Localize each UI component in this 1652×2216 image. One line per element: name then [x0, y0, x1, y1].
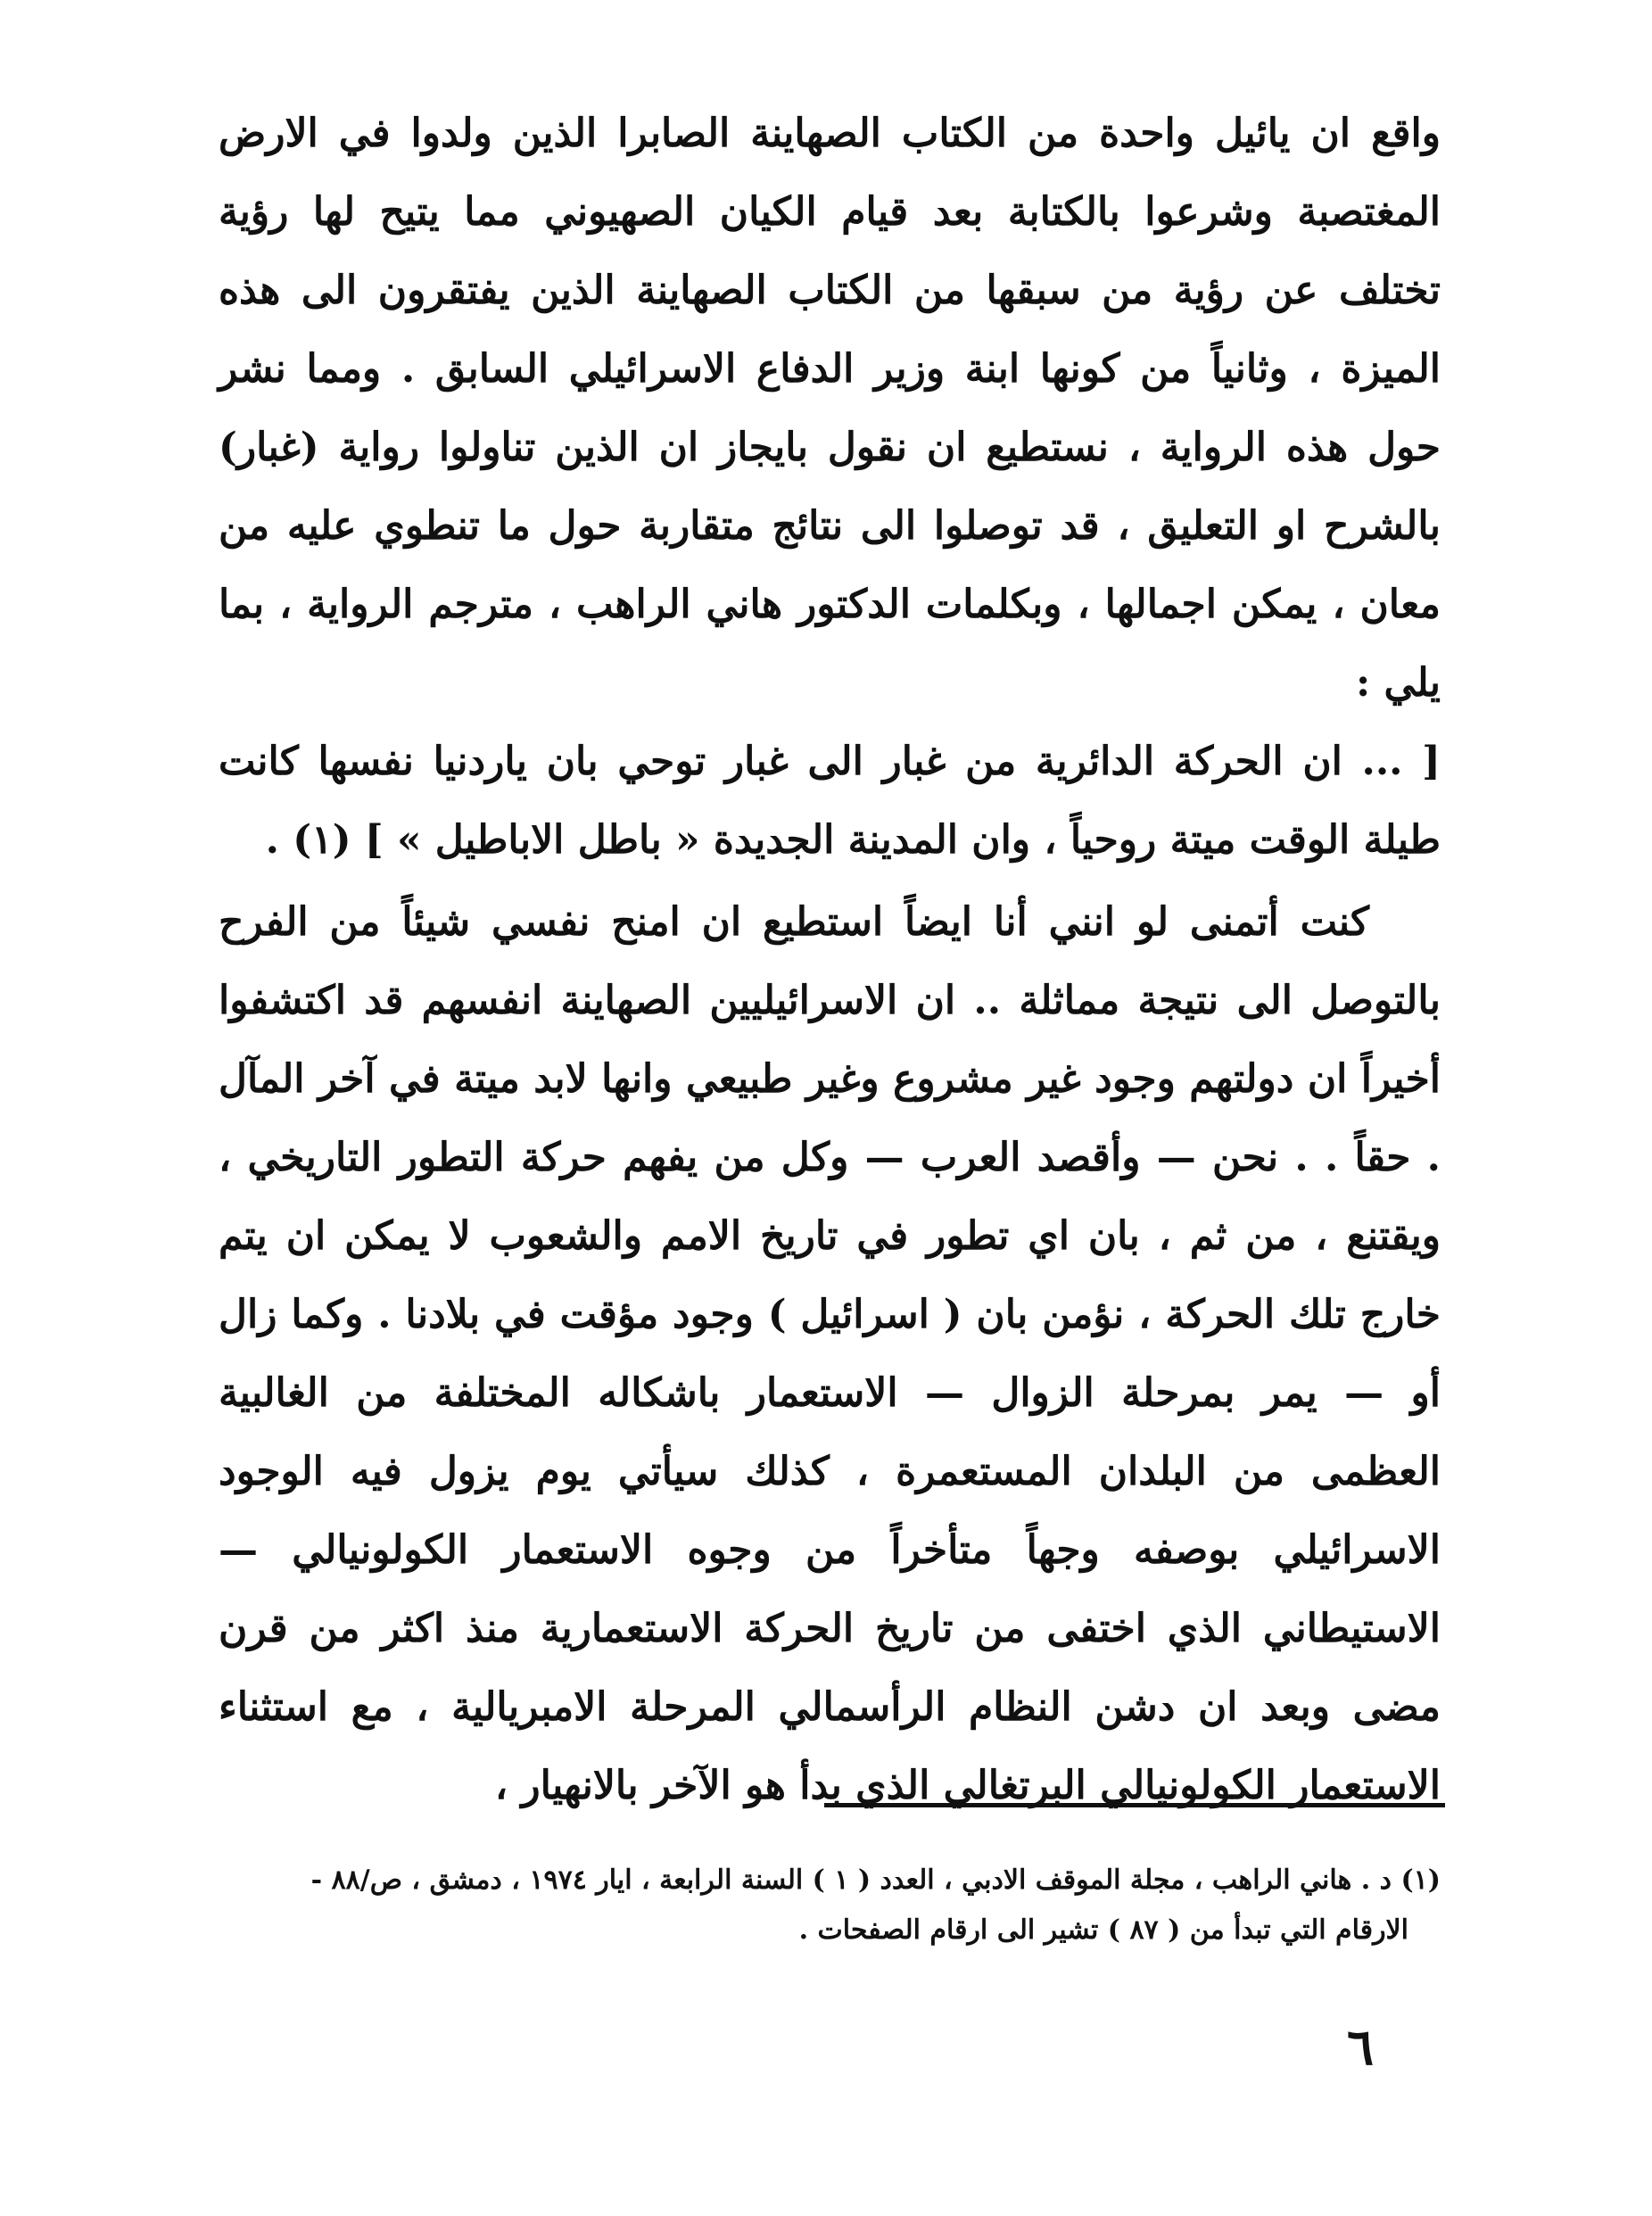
quotation: [ ... ان الحركة الدائرية من غبار الى غبار توحي بان ياردنيا نفسها كانت طيلة الوقت ميتة روحياً ، وان المدينة الجديدة « باطل الاباطيل » ] (١) . [219, 739, 1441, 863]
body-text-top [219, 95, 1441, 723]
footnote-divider [824, 1803, 1445, 1807]
footnote-line-2: الارقام التي تبدأ من ( ٨٧ ) تشير الى ارقام الصفحات . [798, 1914, 1408, 1946]
quotation-block [219, 723, 1441, 880]
footnote-area [201, 1856, 1441, 1956]
footnote-line-1: (١) د . هاني الراهب ، مجلة الموقف الادبي ، العدد ( ١ ) السنة الرابعة ، ايار ١٩٧٤ ، دمشق ، ص/٨٨ - [310, 1865, 1441, 1896]
page-number: ٦ [1346, 2018, 1375, 2077]
body-text-bottom [219, 883, 1441, 1825]
paragraph-1: واقع ان يائيل واحدة من الكتاب الصهاينة الصابرا الذين ولدوا في الارض المغتصبة وشرعوا بالكتابة بعد قيام الكيان الصهيوني مما يتيح لها رؤية تختلف عن رؤية من سبقها من الكتاب الصهاينة الذين يفتقرون الى هذه الميزة ، وثانياً من كونها ابنة وزير الدفاع الاسرائيلي السابق . ومما نشر حول هذه الرواية ، نستطيع ان نقول بايجاز ان الذين تناولوا رواية (غبار) بالشرح او التعليق ، قد توصلوا الى نتائج متقاربة حول ما تنطوي عليه من معان ، يمكن اجمالها ، وبكلمات الدكتور هاني الراهب ، مترجم الرواية ، بما يلي : [219, 111, 1441, 706]
paragraph-2: كنت أتمنى لو انني أنا ايضاً استطيع ان امنح نفسي شيئاً من الفرح بالتوصل الى نتيجة مماثلة .. ان الاسرائيليين الصهاينة انفسهم قد اكتشفوا أخيراً ان دولتهم وجود غير مشروع وغير طبيعي وانها لابد ميتة في آخر المآل . حقاً . . نحن — وأقصد العرب — وكل من يفهم حركة التطور التاريخي ، ويقتنع ، من ثم ، بان اي تطور في تاريخ الامم والشعوب لا يمكن ان يتم خارج تلك الحركة ، نؤمن بان ( اسرائيل ) وجود مؤقت في بلادنا . وكما زال أو — يمر بمرحلة الزوال — الاستعمار باشكاله المختلفة من الغالبية العظمى من البلدان المستعمرة ، كذلك سيأتي يوم يزول فيه الوجود الاسرائيلي بوصفه وجهاً متأخراً من وجوه الاستعمار الكولونيالي — الاستيطاني الذي اختفى من تاريخ الحركة الاستعمارية منذ اكثر من قرن مضى وبعد ان دشن النظام الرأسمالي المرحلة الامبريالية ، مع استثناء الاستعمار الكولونيالي البرتغالي الذي بدأ هو الآخر بالانهيار ، [219, 899, 1441, 1808]
